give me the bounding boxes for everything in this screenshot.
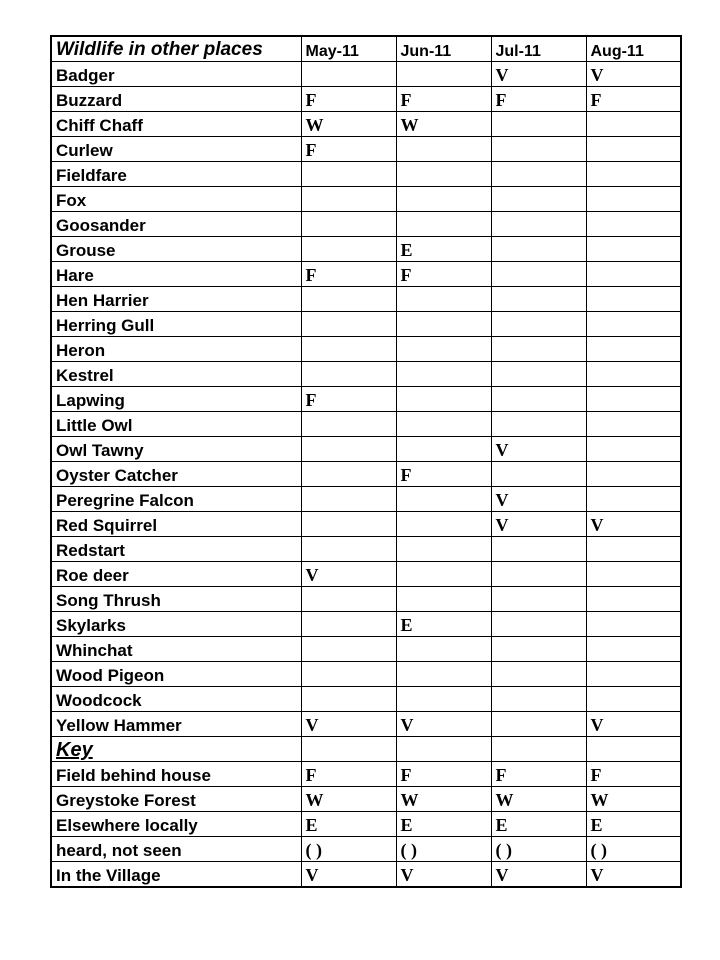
sighting-mark (301, 287, 396, 312)
species-name: Buzzard (51, 87, 301, 112)
sighting-mark: ( ) (396, 837, 491, 862)
sighting-mark (586, 187, 681, 212)
sighting-mark (301, 237, 396, 262)
sighting-mark (396, 587, 491, 612)
species-name: Yellow Hammer (51, 712, 301, 737)
table-row (51, 187, 681, 212)
table-row (51, 437, 681, 462)
sighting-mark (491, 162, 586, 187)
sighting-mark (301, 162, 396, 187)
species-name: Wood Pigeon (51, 662, 301, 687)
sighting-mark (396, 437, 491, 462)
sighting-mark (396, 312, 491, 337)
sighting-mark (586, 337, 681, 362)
sighting-mark (491, 687, 586, 712)
key-row (51, 837, 681, 862)
sighting-mark (586, 212, 681, 237)
species-name: Curlew (51, 137, 301, 162)
empty-cell (396, 737, 491, 762)
sighting-mark: V (301, 712, 396, 737)
empty-cell (586, 737, 681, 762)
sighting-mark (301, 512, 396, 537)
sighting-mark: W (491, 787, 586, 812)
month-header: May-11 (301, 36, 396, 62)
species-name: Chiff Chaff (51, 112, 301, 137)
species-name: Woodcock (51, 687, 301, 712)
species-name: Song Thrush (51, 587, 301, 612)
sighting-mark (301, 587, 396, 612)
table-row (51, 212, 681, 237)
sighting-mark: W (396, 112, 491, 137)
sighting-mark (586, 612, 681, 637)
sighting-mark: E (586, 812, 681, 837)
sighting-mark (586, 237, 681, 262)
sighting-mark (586, 412, 681, 437)
species-name: Fox (51, 187, 301, 212)
sighting-mark: V (491, 437, 586, 462)
sighting-mark: E (396, 612, 491, 637)
sighting-mark (586, 437, 681, 462)
species-name: Fieldfare (51, 162, 301, 187)
sighting-mark (586, 462, 681, 487)
table-row (51, 137, 681, 162)
table-row (51, 587, 681, 612)
sighting-mark: V (396, 862, 491, 888)
table-row (51, 112, 681, 137)
table-row (51, 462, 681, 487)
sighting-mark (396, 562, 491, 587)
sighting-mark (301, 412, 396, 437)
sighting-mark (491, 212, 586, 237)
table-row (51, 287, 681, 312)
sighting-mark (396, 62, 491, 87)
sighting-mark: F (586, 87, 681, 112)
sighting-mark (396, 662, 491, 687)
sighting-mark (586, 487, 681, 512)
sighting-mark: F (301, 137, 396, 162)
key-row (51, 762, 681, 787)
sighting-mark (491, 637, 586, 662)
species-name: Oyster Catcher (51, 462, 301, 487)
sighting-mark (491, 662, 586, 687)
sighting-mark (491, 287, 586, 312)
sighting-mark: F (301, 87, 396, 112)
sighting-mark (396, 137, 491, 162)
sighting-mark (491, 537, 586, 562)
sighting-mark (396, 537, 491, 562)
species-name: Badger (51, 62, 301, 87)
table-row (51, 262, 681, 287)
sighting-mark: F (491, 762, 586, 787)
sighting-mark: V (301, 562, 396, 587)
sighting-mark (396, 637, 491, 662)
sighting-mark: F (586, 762, 681, 787)
table-row (51, 362, 681, 387)
sighting-mark (586, 362, 681, 387)
key-row (51, 812, 681, 837)
table-row (51, 562, 681, 587)
species-name: Lapwing (51, 387, 301, 412)
sighting-mark (301, 637, 396, 662)
sighting-mark (586, 562, 681, 587)
table-row (51, 387, 681, 412)
species-name: Owl Tawny (51, 437, 301, 462)
table-row (51, 237, 681, 262)
sighting-mark (396, 287, 491, 312)
sighting-mark (301, 662, 396, 687)
species-name: Whinchat (51, 637, 301, 662)
species-name: Field behind house (51, 762, 301, 787)
species-name: Greystoke Forest (51, 787, 301, 812)
table-row (51, 487, 681, 512)
sighting-mark: W (301, 112, 396, 137)
wildlife-table-body (51, 36, 681, 887)
sighting-mark (301, 487, 396, 512)
table-row (51, 312, 681, 337)
sighting-mark: V (491, 862, 586, 888)
sighting-mark (586, 387, 681, 412)
sighting-mark (396, 212, 491, 237)
sighting-mark: V (491, 62, 586, 87)
sighting-mark (491, 187, 586, 212)
sighting-mark: V (586, 62, 681, 87)
species-name: Hare (51, 262, 301, 287)
species-name: heard, not seen (51, 837, 301, 862)
species-name: Goosander (51, 212, 301, 237)
table-row (51, 337, 681, 362)
sighting-mark (491, 112, 586, 137)
sighting-mark (491, 337, 586, 362)
table-title: Wildlife in other places (51, 36, 301, 62)
sighting-mark (491, 387, 586, 412)
sighting-mark (301, 187, 396, 212)
empty-cell (301, 737, 396, 762)
sighting-mark (396, 512, 491, 537)
species-name: Red Squirrel (51, 512, 301, 537)
sighting-mark (491, 262, 586, 287)
species-name: Heron (51, 337, 301, 362)
sighting-mark (586, 312, 681, 337)
key-title: Key (51, 737, 301, 762)
sighting-mark (491, 412, 586, 437)
sighting-mark (491, 312, 586, 337)
table-row (51, 537, 681, 562)
species-name: Elsewhere locally (51, 812, 301, 837)
table-row (51, 62, 681, 87)
species-name: Grouse (51, 237, 301, 262)
sighting-mark (301, 462, 396, 487)
sighting-mark (396, 187, 491, 212)
sighting-mark: F (396, 262, 491, 287)
key-row (51, 862, 681, 888)
table-row (51, 612, 681, 637)
sighting-mark (491, 587, 586, 612)
sighting-mark (586, 537, 681, 562)
empty-cell (491, 737, 586, 762)
table-row (51, 662, 681, 687)
species-name: Little Owl (51, 412, 301, 437)
sighting-mark (586, 262, 681, 287)
sighting-mark (301, 312, 396, 337)
sighting-mark: V (491, 512, 586, 537)
sighting-mark: F (301, 262, 396, 287)
table-row (51, 712, 681, 737)
sighting-mark (301, 212, 396, 237)
month-header: Jul-11 (491, 36, 586, 62)
sighting-mark (396, 387, 491, 412)
key-row (51, 787, 681, 812)
species-name: Herring Gull (51, 312, 301, 337)
sighting-mark: F (396, 462, 491, 487)
month-header: Jun-11 (396, 36, 491, 62)
sighting-mark (491, 712, 586, 737)
sighting-mark: F (491, 87, 586, 112)
sighting-mark (396, 487, 491, 512)
sighting-mark (586, 287, 681, 312)
sighting-mark (491, 362, 586, 387)
table-row (51, 162, 681, 187)
sighting-mark (396, 412, 491, 437)
sighting-mark: V (586, 712, 681, 737)
sighting-mark (301, 337, 396, 362)
sighting-mark (491, 137, 586, 162)
sighting-mark: F (396, 87, 491, 112)
sighting-mark: ( ) (586, 837, 681, 862)
sighting-mark: V (491, 487, 586, 512)
sighting-mark: W (396, 787, 491, 812)
sighting-mark (301, 437, 396, 462)
table-row (51, 637, 681, 662)
sighting-mark (396, 687, 491, 712)
table-row (51, 412, 681, 437)
sighting-mark: E (396, 812, 491, 837)
month-header: Aug-11 (586, 36, 681, 62)
sighting-mark: ( ) (301, 837, 396, 862)
sighting-mark (396, 362, 491, 387)
sighting-mark: W (301, 787, 396, 812)
sighting-mark: F (301, 762, 396, 787)
sighting-mark: E (301, 812, 396, 837)
sighting-mark: V (586, 862, 681, 888)
sighting-mark (301, 612, 396, 637)
sighting-mark (586, 162, 681, 187)
species-name: Kestrel (51, 362, 301, 387)
sighting-mark: E (396, 237, 491, 262)
sighting-mark (491, 237, 586, 262)
sighting-mark: V (396, 712, 491, 737)
species-name: Hen Harrier (51, 287, 301, 312)
sighting-mark (586, 662, 681, 687)
sighting-mark (301, 537, 396, 562)
sighting-mark (586, 687, 681, 712)
sighting-mark (586, 587, 681, 612)
table-row (51, 512, 681, 537)
species-name: Roe deer (51, 562, 301, 587)
sighting-mark: F (301, 387, 396, 412)
sighting-mark (491, 612, 586, 637)
species-name: Peregrine Falcon (51, 487, 301, 512)
species-name: In the Village (51, 862, 301, 888)
sighting-mark: E (491, 812, 586, 837)
sighting-mark: W (586, 787, 681, 812)
sighting-mark (586, 137, 681, 162)
sighting-mark (301, 362, 396, 387)
sighting-mark: V (586, 512, 681, 537)
wildlife-table (50, 35, 682, 888)
sighting-mark (491, 562, 586, 587)
header-row (51, 36, 681, 62)
species-name: Skylarks (51, 612, 301, 637)
sighting-mark (586, 637, 681, 662)
key-header-row (51, 737, 681, 762)
sighting-mark (396, 162, 491, 187)
sighting-mark: V (301, 862, 396, 888)
sighting-mark (586, 112, 681, 137)
sighting-mark (491, 462, 586, 487)
species-name: Redstart (51, 537, 301, 562)
table-row (51, 87, 681, 112)
table-row (51, 687, 681, 712)
sighting-mark (301, 62, 396, 87)
sighting-mark (301, 687, 396, 712)
sighting-mark: F (396, 762, 491, 787)
sighting-mark: ( ) (491, 837, 586, 862)
sighting-mark (396, 337, 491, 362)
